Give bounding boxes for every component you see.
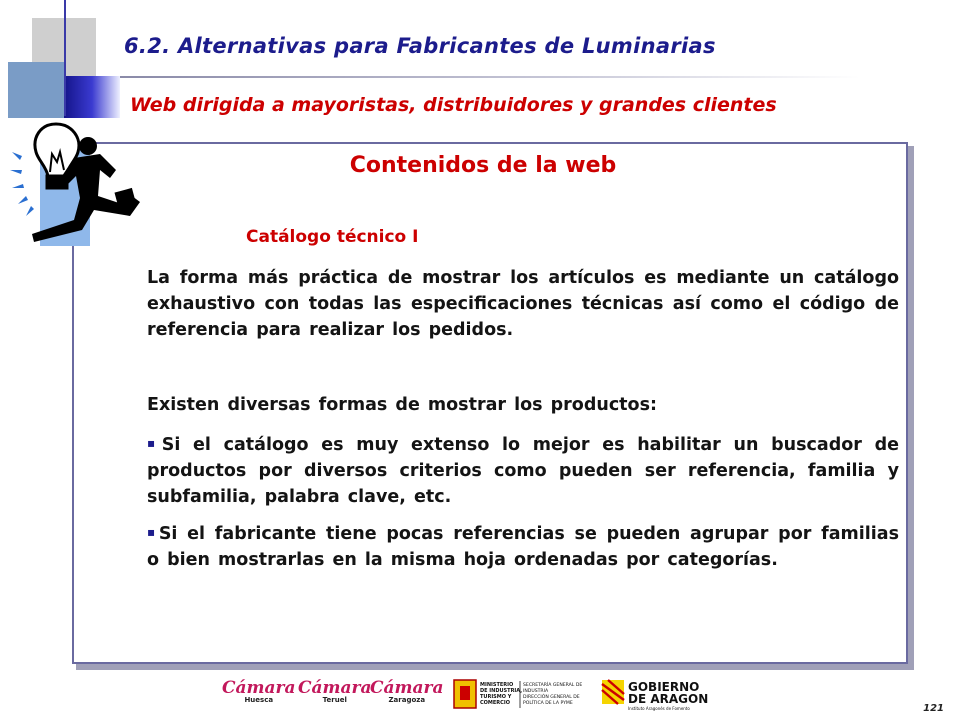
bullet-item [147, 430, 899, 510]
ministry-line: COMERCIO [480, 700, 510, 706]
paragraph-forms: Existen diversas formas de mostrar los productos: [147, 395, 657, 415]
gobierno-line: GOBIERNO [628, 680, 700, 694]
logo-camara-huesca: Cámara Huesca [222, 678, 296, 704]
ministry-right-line: POLÍTICA DE LA PYME [523, 701, 573, 706]
ministry-right-line: INDUSTRIA [523, 689, 549, 694]
bullet-text: Si el fabricante tiene pocas referencias se pueden agrupar por familias o bien mostrarlas en la misma hoja ordenadas por categorías. [147, 524, 899, 570]
content-heading: Contenidos de la web [349, 153, 617, 178]
paragraph-intro: La forma más práctica de mostrar los artículos es mediante un catálogo exhaustivo con todas las especificaciones técnicas así como el código de referencia para realizar los pedidos. [147, 268, 899, 340]
ministry-line: DE INDUSTRIA, [480, 688, 523, 694]
bullet-square-icon: ▪ [147, 436, 160, 450]
ministry-right-line: DIRECCIÓN GENERAL DE [523, 695, 580, 700]
logo-ministerio [452, 678, 592, 710]
logo-camara-teruel: Cámara Teruel [298, 678, 372, 704]
logo-gobierno-aragon [600, 676, 720, 712]
slide-subtitle: Web dirigida a mayoristas, distribuidores y grandes clientes [130, 94, 777, 116]
decor-vertical-line [64, 0, 66, 116]
slide-title: 6.2. Alternativas para Fabricantes de Luminarias [124, 34, 716, 58]
bullet-square-icon: ▪ [147, 525, 157, 539]
gobierno-line: DE ARAGON [628, 692, 709, 706]
logo-camara-zaragoza: Cámara Zaragoza [370, 678, 444, 704]
ministry-line: MINISTERIO [480, 682, 514, 688]
ministry-right-line: SECRETARÍA GENERAL DE [523, 683, 583, 688]
bullet-item [147, 519, 899, 573]
decor-square-blue [8, 62, 64, 118]
ministry-line: TURISMO Y [480, 694, 512, 700]
header-underline [120, 76, 860, 78]
page-number: 121 [923, 703, 944, 714]
gobierno-subtitle: Instituto Aragonés de Fomento [628, 706, 690, 711]
bullet-text: Si el catálogo es muy extenso lo mejor es habilitar un buscador de productos por diversos criterios como pueden ser referencia, familia y subfamilia, palabra clave, etc. [147, 435, 899, 507]
section-title: Catálogo técnico I [246, 227, 419, 247]
running-businessman-icon [4, 112, 144, 252]
